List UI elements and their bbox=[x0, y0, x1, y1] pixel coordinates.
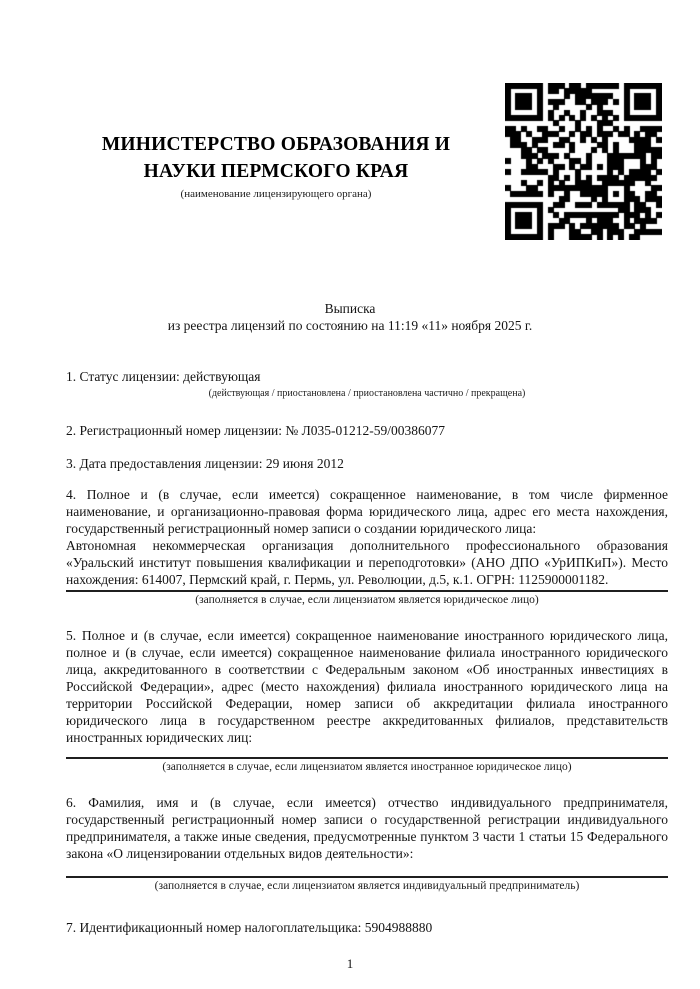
taxpayer-number-text: 7. Идентификационный номер налогоплательщика: 5904988880 bbox=[66, 920, 433, 935]
item-license-status bbox=[66, 368, 668, 400]
document-header bbox=[0, 0, 700, 255]
qr-code bbox=[505, 83, 662, 240]
document-body bbox=[0, 368, 700, 936]
legal-entity-note: (заполняется в случае, если лицензиатом является юридическое лицо) bbox=[195, 594, 539, 606]
individual-entrepreneur-question: 6. Фамилия, имя и (в случае, если имеется) отчество индивидуального предпринимателя, государственный регистрационный номер записи о государственной регистрации индивидуального предпринимателя, а также иные сведения, предусмотренные пунктом 3 части 1 статьи 15 Федерального закона «О лицензировании отдельных видов деятельности»: bbox=[66, 795, 668, 861]
qr-code-image bbox=[505, 83, 662, 240]
foreign-entity-question: 5. Полное и (в случае, если имеется) сокращенное наименование иностранного юридического лица, полное и (в случае, если имеется) сокращенное наименование филиала иностранного юридического лица, аккредитованного в соответствии с Федеральным законом «Об иностранных инвестициях в Российской Федерации», адрес (место нахождения) филиала иностранного юридического лица на территории Российской Федерации, номер записи об аккредитации филиала иностранного юридического лица в государственном реестре аккредитованных филиалов, представительств иностранных юридических лиц: bbox=[66, 628, 668, 745]
foreign-entity-fill-line bbox=[66, 757, 668, 759]
licensing-authority-block bbox=[64, 131, 488, 201]
item-taxpayer-number bbox=[66, 919, 668, 936]
legal-entity-fill-line bbox=[66, 590, 668, 592]
individual-entrepreneur-fill-line bbox=[66, 876, 668, 878]
item-legal-entity-name bbox=[66, 486, 668, 607]
page-number: 1 bbox=[346, 956, 354, 971]
item-license-grant-date bbox=[66, 455, 668, 472]
license-status-options-note: (действующая / приостановлена / приостановлена частично / прекращена) bbox=[208, 388, 526, 399]
registration-number-text: 2. Регистрационный номер лицензии: № Л035-01212-59/00386077 bbox=[66, 423, 446, 438]
foreign-entity-note: (заполняется в случае, если лицензиатом является иностранное юридическое лицо) bbox=[162, 761, 572, 773]
document-title bbox=[0, 300, 700, 334]
ministry-name: МИНИСТЕРСТВО ОБРАЗОВАНИЯ И НАУКИ ПЕРМСКОГО КРАЯ bbox=[101, 134, 451, 182]
licensing-authority-caption: (наименование лицензирующего органа) bbox=[180, 188, 372, 200]
individual-entrepreneur-note: (заполняется в случае, если лицензиатом является индивидуальный предприниматель) bbox=[154, 880, 580, 892]
item-foreign-entity bbox=[66, 627, 668, 774]
item-individual-entrepreneur bbox=[66, 794, 668, 893]
document-title-line2: из реестра лицензий по состоянию на 11:19 «11» ноября 2025 г. bbox=[167, 318, 533, 333]
license-grant-date-text: 3. Дата предоставления лицензии: 29 июня 2012 bbox=[66, 456, 344, 471]
foreign-entity-answer-blank bbox=[66, 746, 668, 755]
legal-entity-answer: Автономная некоммерческая организация дополнительного профессионального образования «Уральский институт повышения квалификации и переподготовки» (АНО ДПО «УрИПКиП»). Место нахождения: 614007, Пермский край, г. Пермь, ул. Революции, д.5, к.1. ОГРН: 1125900001182. bbox=[66, 538, 668, 587]
license-status-text: 1. Статус лицензии: действующая bbox=[66, 369, 261, 384]
individual-entrepreneur-answer-blank bbox=[66, 862, 668, 874]
item-registration-number bbox=[66, 422, 668, 439]
document-title-line1: Выписка bbox=[324, 301, 376, 316]
legal-entity-question: 4. Полное и (в случае, если имеется) сокращенное наименование, в том числе фирменное наименование, и организационно-правовая форма юридического лица, адрес его места нахождения, государственный регистрационный номер записи о создании юридического лица: bbox=[66, 487, 668, 536]
